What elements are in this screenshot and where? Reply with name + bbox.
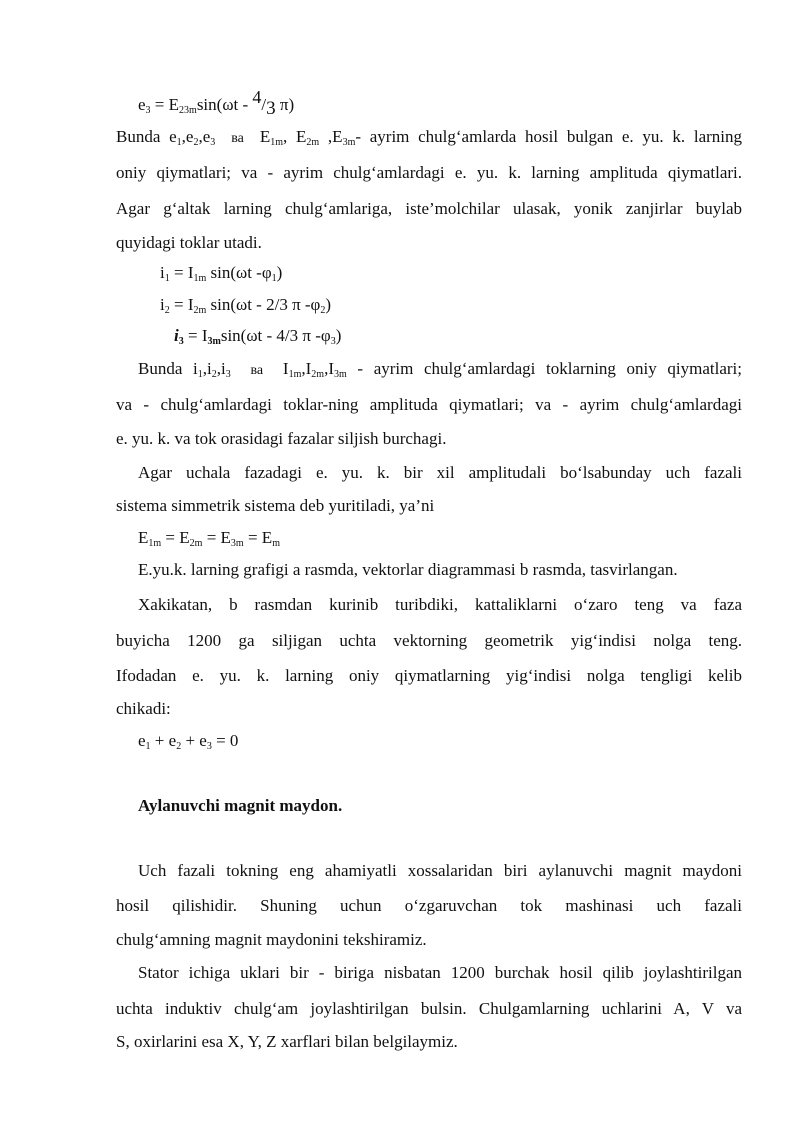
text: , E (283, 127, 307, 146)
eq-text: ) (325, 295, 332, 314)
eq-subscript: 1 (145, 741, 151, 752)
eq-fraction-denominator: 3 (266, 98, 276, 119)
eq-text: = I (183, 326, 208, 345)
eq-subscript: 2m (193, 305, 207, 316)
eq-subscript: 1 (164, 273, 170, 284)
para7-line2: uchta induktiv chulg‘am joylashtirilgan bulsin. Chulgamlarning uchlarini A, V va (116, 999, 742, 1018)
para4-line1: E.yu.k. larning grafigi a rasmda, vektorlar diagrammasi b rasmda, tasvirlangan. (138, 560, 678, 579)
eq-subscript: 3 (330, 336, 336, 347)
para7-line3: S, oxirlarini esa X, Y, Z xarflari bilan belgilaymiz. (116, 1032, 458, 1051)
eq-text: = I (169, 263, 194, 282)
eq-text: = I (169, 295, 194, 314)
eq-subscript: 1 (271, 273, 277, 284)
text: ,I (324, 359, 334, 378)
equation-e3 (138, 86, 294, 122)
eq-text: = 0 (211, 731, 239, 750)
eq-subscript: 3m (207, 336, 221, 347)
subscript: 2m (306, 137, 320, 148)
text: Bunda i (138, 359, 198, 378)
para6-line2: hosil qilishidir. Shuning uchun o‘zgaruvchan tok mashinasi uch fazali (116, 896, 742, 915)
eq-subscript: 3 (145, 105, 151, 116)
eq-subscript: 23m (179, 105, 197, 116)
eq-text: ) (276, 263, 283, 282)
eq-text: e (138, 731, 146, 750)
subscript: 2 (193, 137, 199, 148)
subscript: 2m (311, 369, 325, 380)
para1-line1 (116, 126, 742, 154)
para2-line1 (138, 358, 742, 386)
eq-subscript: 3m (230, 538, 244, 549)
eq-subscript: m (272, 538, 280, 549)
para5-line1: Xakikatan, b rasmdan kurinib turibdiki, kattaliklarni o‘zaro teng va faza (138, 595, 742, 614)
eq-text: + e (181, 731, 207, 750)
section-heading: Aylanuvchi magnit maydon. (138, 796, 343, 815)
subscript: 3m (342, 137, 356, 148)
para5-line2: buyicha 1200 ga siljigan uchta vektorning geometrik yig‘indisi nolga teng. (116, 631, 742, 650)
para6-line1: Uch fazali tokning eng ahamiyatli xossalaridan biri aylanuvchi magnit maydoni (138, 861, 742, 880)
eq-subscript: 3 (206, 741, 212, 752)
para3-line1: Agar uchala fazadagi e. yu. k. bir xil amplitudali bo‘lsabunday uch fazali (138, 463, 742, 482)
equation-sum (138, 730, 238, 758)
eq-fraction-slash: / (261, 95, 267, 114)
eq-subscript: 1m (193, 273, 207, 284)
subscript: 1m (270, 137, 284, 148)
para1-line2: oniy qiymatlari; va - ayrim chulg‘amlardagi e. yu. k. larning amplituda qiymatlari. (116, 163, 742, 182)
eq-text: π) (275, 95, 295, 114)
text: ,E (319, 127, 343, 146)
para2-line2: va - chulg‘amlardagi toklar-ning amplituda qiymatlari; va - ayrim chulg‘amlardagi (116, 395, 742, 414)
para2-line3: e. yu. k. va tok orasidagi fazalar siljish burchagi. (116, 429, 447, 448)
eq-text: i (160, 295, 165, 314)
eq-text: sin(ωt - 4/3 π -φ (220, 326, 331, 345)
eq-text: e (138, 95, 146, 114)
text: ,i (202, 359, 212, 378)
para1-line3: Agar g‘altak larning chulg‘amlariga, iste’molchilar ulasak, yonik zanjirlar buylab (116, 199, 742, 218)
eq-text: + e (150, 731, 177, 750)
para7-line1: Stator ichiga uklari bir - biriga nisbatan 1200 burchak hosil qilib joylashtirilgan (138, 963, 742, 982)
text: ва (215, 131, 260, 146)
text: - ayrim chulg‘amlarda hosil bulgan e. yu. k. larning (355, 127, 742, 146)
text: ,i (216, 359, 226, 378)
subscript: 1m (288, 369, 302, 380)
para6-line3: chulg‘amning magnit maydonini tekshiramiz. (116, 930, 427, 949)
subscript: 3 (210, 137, 216, 148)
para1-line4: quyidagi toklar utadi. (116, 233, 262, 252)
eq-text: sin(ωt - 2/3 π -φ (206, 295, 321, 314)
subscript: 1 (197, 369, 203, 380)
text: Bunda e (116, 127, 177, 146)
eq-text: i (174, 326, 179, 345)
eq-subscript: 2 (320, 305, 326, 316)
eq-subscript: 2 (164, 305, 170, 316)
subscript: 3 (225, 369, 231, 380)
eq-subscript: 1m (148, 538, 162, 549)
text: I (282, 359, 289, 378)
text: E (259, 127, 271, 146)
eq-text: i (160, 263, 165, 282)
eq-fraction-numerator: 4 (252, 87, 262, 107)
eq-text: E (138, 528, 149, 547)
subscript: 3m (334, 369, 347, 380)
eq-text: = E (243, 528, 273, 547)
text: ва (230, 363, 283, 378)
equation-i2 (160, 294, 331, 322)
equation-i1 (160, 262, 282, 290)
text: ,e (198, 127, 211, 146)
text: - ayrim chulg‘amlardagi toklarning oniy qiymatlari; (346, 359, 743, 378)
para3-line2: sistema simmetrik sistema deb yuritiladi, ya’ni (116, 496, 435, 515)
para5-line4: chikadi: (116, 699, 171, 718)
eq-subscript: 3 (178, 336, 184, 347)
text: ,e (181, 127, 194, 146)
eq-text: sin(ωt - (196, 95, 253, 114)
eq-text: ) (335, 326, 342, 345)
eq-text: = E (202, 528, 231, 547)
equation-i3 (174, 325, 341, 353)
text: ,I (301, 359, 312, 378)
subscript: 2 (211, 369, 217, 380)
subscript: 1 (176, 137, 182, 148)
eq-subscript: 2m (189, 538, 203, 549)
eq-text: = E (150, 95, 180, 114)
equation-E-equal (138, 527, 280, 555)
para5-line3: Ifodadan e. yu. k. larning oniy qiymatlarning yig‘indisi nolga tengligi kelib (116, 666, 742, 685)
eq-subscript: 2 (176, 741, 182, 752)
eq-text: sin(ωt -φ (206, 263, 272, 282)
eq-text: = E (161, 528, 190, 547)
